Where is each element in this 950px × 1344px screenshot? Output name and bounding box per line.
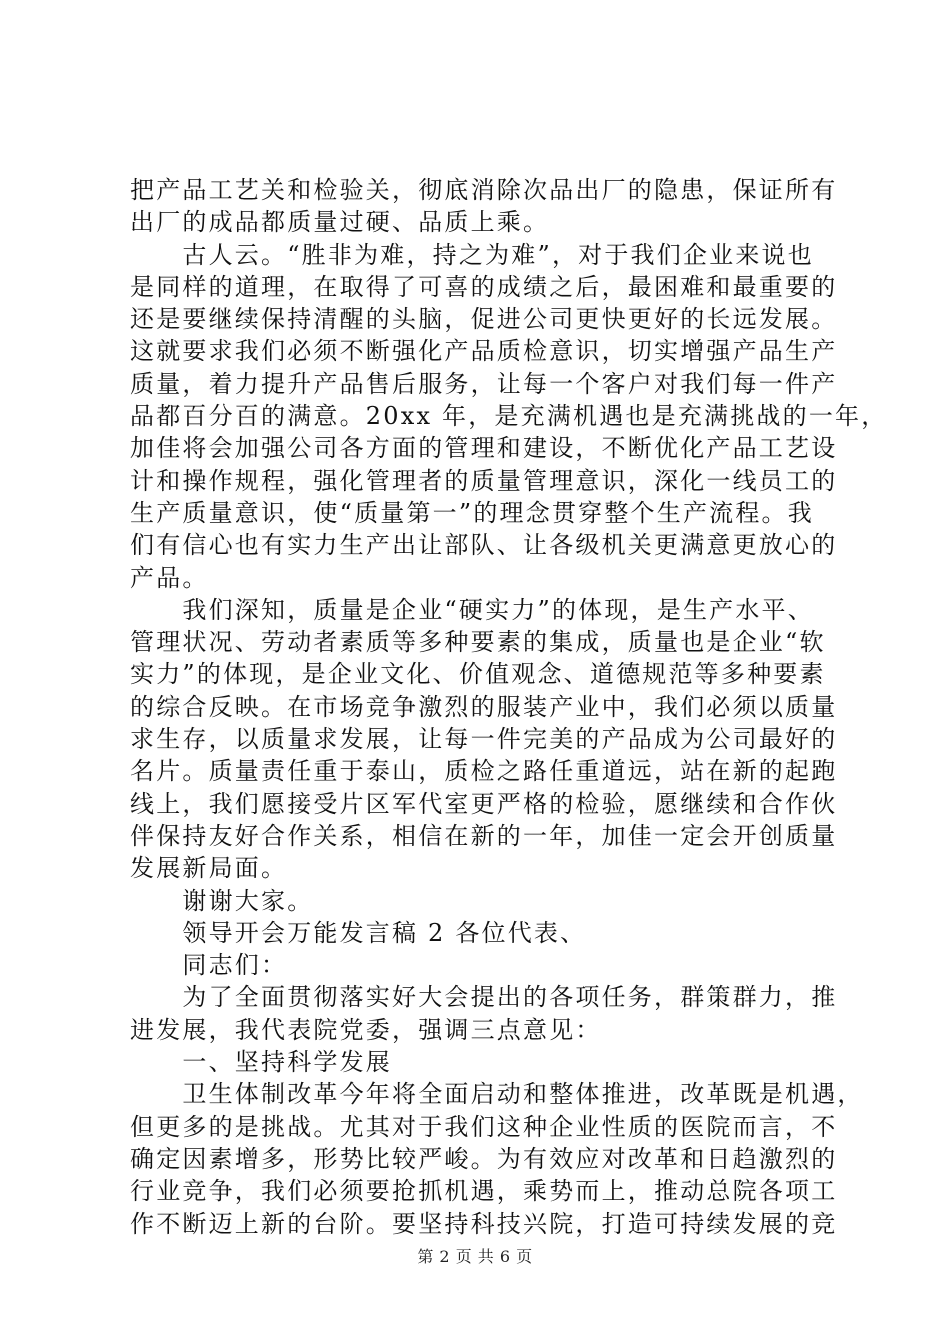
- text-line: 加佳将会加强公司各方面的管理和建设，不断优化产品工艺设: [130, 434, 838, 463]
- text-line: 求生存，以质量求发展，让每一件完美的产品成为公司最好的: [130, 725, 838, 754]
- text-line: 作不断迈上新的台阶。要坚持科技兴院，打造可持续发展的竞: [130, 1209, 838, 1238]
- text-line: 进发展，我代表院党委，强调三点意见：: [130, 1015, 602, 1044]
- text-line: 实力”的体现，是企业文化、价值观念、道德规范等多种要素: [130, 660, 826, 689]
- text-line: 品都百分百的满意。20xx 年，是充满机遇也是充满挑战的一年，: [130, 402, 888, 431]
- text-line: 名片。质量责任重于泰山，质检之路任重道远，站在新的起跑: [130, 757, 838, 786]
- text-line: 线上，我们愿接受片区军代室更严格的检验，愿继续和合作伙: [130, 789, 838, 818]
- text-line: 卫生体制改革今年将全面启动和整体推进，改革既是机遇，: [130, 1080, 864, 1109]
- text-line: 领导开会万能发言稿 2 各位代表、: [130, 918, 587, 947]
- text-line: 管理状况、劳动者素质等多种要素的集成，质量也是企业“软: [130, 628, 826, 657]
- text-line: 的综合反映。在市场竞争激烈的服装产业中，我们必须以质量: [130, 692, 838, 721]
- text-line: 为了全面贯彻落实好大会提出的各项任务，群策群力，推: [130, 983, 838, 1012]
- text-line: 出厂的成品都质量过硬、品质上乘。: [130, 208, 550, 237]
- text-line: 计和操作规程，强化管理者的质量管理意识，深化一线员工的: [130, 466, 838, 495]
- text-line: 还是要继续保持清醒的头脑，促进公司更快更好的长远发展。: [130, 305, 838, 334]
- text-line: 古人云。“胜非为难，持之为难”，对于我们企业来说也: [130, 240, 814, 269]
- document-body: [130, 174, 888, 1240]
- text-line: 生产质量意识，使“质量第一”的理念贯穿整个生产流程。我: [130, 498, 814, 527]
- text-line: 同志们：: [130, 951, 288, 980]
- text-line: 但更多的是挑战。尤其对于我们这种企业性质的医院而言，不: [130, 1112, 838, 1141]
- text-line: 把产品工艺关和检验关，彻底消除次品出厂的隐患，保证所有: [130, 176, 838, 204]
- text-line: 发展新局面。: [130, 854, 288, 883]
- text-line: 质量，着力提升产品售后服务，让每一个客户对我们每一件产: [130, 369, 838, 398]
- text-line: 是同样的道理，在取得了可喜的成绩之后，最困难和最重要的: [130, 272, 838, 301]
- page-number-footer: 第 2 页 共 6 页: [417, 1247, 533, 1266]
- text-line: 们有信心也有实力生产出让部队、让各级机关更满意更放心的: [130, 531, 838, 560]
- text-line: 谢谢大家。: [130, 886, 314, 915]
- text-line: 我们深知，质量是企业“硬实力”的体现，是生产水平、: [130, 595, 814, 624]
- text-line: 产品。: [130, 563, 209, 592]
- text-line: 这就要求我们必须不断强化产品质检意识，切实增强产品生产: [130, 337, 838, 366]
- text-line: 行业竞争，我们必须要抢抓机遇，乘势而上，推动总院各项工: [130, 1177, 838, 1206]
- text-line: 一、坚持科学发展: [130, 1048, 392, 1077]
- text-line: 伴保持友好合作关系，相信在新的一年，加佳一定会开创质量: [130, 821, 838, 850]
- text-line: 确定因素增多，形势比较严峻。为有效应对改革和日趋激烈的: [130, 1144, 838, 1173]
